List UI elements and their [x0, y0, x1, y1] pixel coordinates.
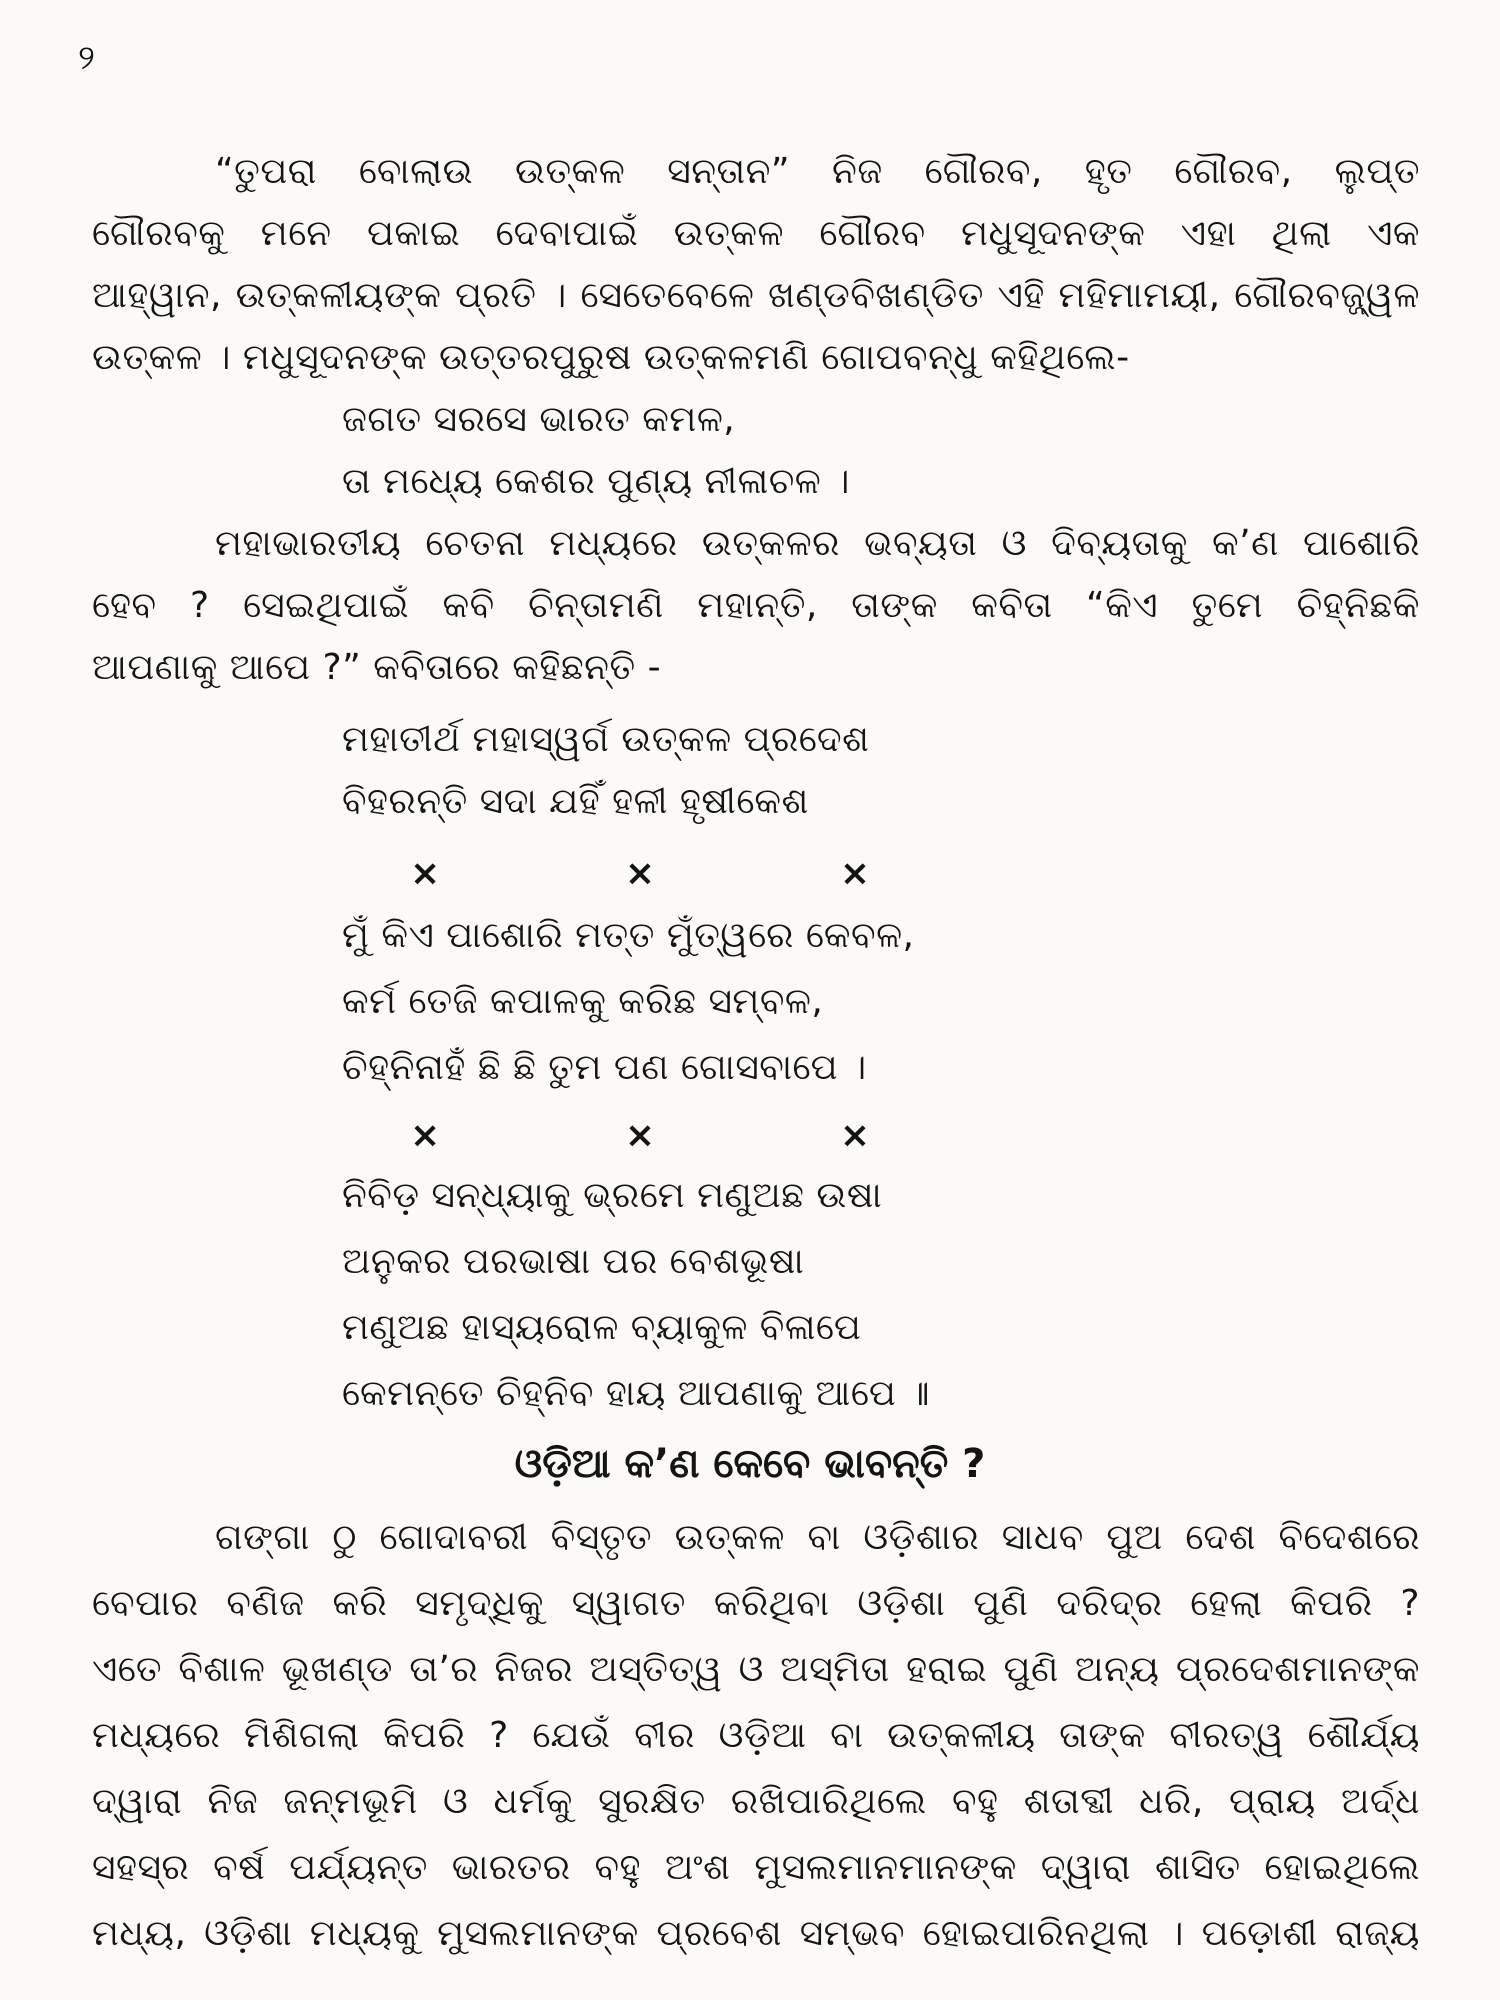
text-line: ଗୌରବକୁ ମନେ ପକାଇ ଦେବାପାଇଁ ଉତ୍କଳ ଗୌରବ ମଧୁସୂଦନଙ୍କ ଏହା ଥିଲା ଏକ: [92, 213, 1420, 254]
verse-line: ଜଗତ ସରସେ ଭାରତ କମଳ,: [342, 399, 736, 440]
text-line: ଏତେ ବିଶାଳ ଭୂଖଣ୍ଡ ତା’ର ନିଜର ଅସ୍ତିତ୍ୱ ଓ ଅସ୍ମିତା ହରାଇ ପୁଣି ଅନ୍ୟ ପ୍ରଦେଶମାନଙ୍କ: [92, 1649, 1420, 1690]
text-line: ହେବ ? ସେଇଥିପାଇଁ କବି ଚିନ୍ତାମଣି ମହାନ୍ତି, ତାଙ୍କ କବିତା “କିଏ ତୁମେ ଚିହ୍ନିଛକି: [92, 585, 1420, 626]
text-line: ସହସ୍ର ବର୍ଷ ପର୍ଯ୍ୟନ୍ତ ଭାରତର ବହୁ ଅଂଶ ମୁସଲମାନମାନଙ୍କ ଦ୍ୱାରା ଶାସିତ ହୋଇଥିଲେ: [92, 1847, 1420, 1888]
verse-line: ଅନୁକର ପରଭାଷା ପର ବେଶଭୂଷା: [342, 1241, 805, 1282]
separator-mark: ×: [410, 853, 441, 894]
text-line: “ତୁପରା ବୋଲାଉ ଉତ୍କଳ ସନ୍ତାନ” ନିଜ ଗୌରବ, ହୃତ ଗୌରବ, ଲୁପ୍ତ: [215, 151, 1420, 192]
separator-mark: ×: [624, 853, 656, 894]
verse-line: ମହାତୀର୍ଥ ମହାସ୍ୱର୍ଗ ଉତ୍କଳ ପ୍ରଦେଶ: [342, 719, 870, 760]
verse-line: ମୁଁ କିଏ ପାଶୋରି ମତ୍ତ ମୁଁତ୍ୱରେ କେବଳ,: [342, 915, 915, 956]
text-line: ଗଙ୍ଗା ଠୁ ଗୋଦାବରୀ ବିସ୍ତୃତ ଉତ୍କଳ ବା ଓଡ଼ିଶାର ସାଧବ ପୁଅ ଦେଶ ବିଦେଶରେ: [215, 1517, 1420, 1558]
separator-mark: ×: [839, 1115, 870, 1156]
verse-line: କେମନ୍ତେ ଚିହ୍ନିବ ହାୟ ଆପଣାକୁ ଆପେ ॥: [342, 1373, 931, 1414]
stanza-separator: [410, 852, 870, 896]
text-line: ବେପାର ବଣିଜ କରି ସମୃଦ୍ଧିକୁ ସ୍ୱାଗତ କରିଥିବା ଓଡ଼ିଶା ପୁଣି ଦରିଦ୍ର ହେଲା କିପରି ?: [92, 1583, 1420, 1624]
text-line: ଆହ୍ୱାନ, ଉତ୍କଳୀୟଙ୍କ ପ୍ରତି । ସେତେବେଳେ ଖଣ୍ଡବିଖଣ୍ଡିତ ଏହି ମହିମାମୟୀ, ଗୌରବଜ୍ଜ୍ୱଳ: [92, 275, 1420, 316]
text-line: ମଧ୍ୟ, ଓଡ଼ିଶା ମଧ୍ୟକୁ ମୁସଲମାନଙ୍କ ପ୍ରବେଶ ସମ୍ଭବ ହୋଇପାରିନଥିଲା । ପଡ଼ୋଶୀ ରାଜ୍ୟ: [92, 1913, 1420, 1954]
separator-mark: ×: [839, 853, 870, 894]
section-heading: ଓଡ଼ିଆ କ’ଣ କେବେ ଭାବନ୍ତି ?: [514, 1441, 986, 1487]
verse-line: ଚିହ୍ନିନାହଁ ଛି ଛି ତୁମ ପଣ ଗୋସବାପେ ।: [342, 1047, 867, 1088]
text-line: ଆପଣାକୁ ଆପେ ?” କବିତାରେ କହିଛନ୍ତି -: [92, 647, 662, 688]
text-line: ମହାଭାରତୀୟ ଚେତନା ମଧ୍ୟରେ ଉତ୍କଳର ଭବ୍ୟତା ଓ ଦିବ୍ୟତାକୁ କ’ଣ ପାଶୋରି: [215, 523, 1420, 564]
separator-mark: ×: [410, 1115, 441, 1156]
verse-line: ନିବିଡ଼ ସନ୍ଧ୍ୟାକୁ ଭ୍ରମେ ମଣୁଅଛ ଉଷା: [342, 1175, 883, 1216]
verse-line: ତା ମଧ୍ୟେ କେଶର ପୁଣ୍ୟ ନୀଳାଚଳ ।: [342, 461, 850, 502]
text-line: ମଧ୍ୟରେ ମିଶିଗଲା କିପରି ? ଯେଉଁ ବୀର ଓଡ଼ିଆ ବା ଉତ୍କଳୀୟ ତାଙ୍କ ବୀରତ୍ୱ ଶୌର୍ଯ୍ୟ: [92, 1715, 1420, 1756]
separator-mark: ×: [624, 1115, 656, 1156]
verse-line: ବିହରନ୍ତି ସଦା ଯହିଁ ହଳୀ ହୃଷୀକେଶ: [342, 781, 809, 822]
stanza-separator: [410, 1114, 870, 1158]
text-line: ଦ୍ୱାରା ନିଜ ଜନ୍ମଭୂମି ଓ ଧର୍ମକୁ ସୁରକ୍ଷିତ ରଖିପାରିଥିଲେ ବହୁ ଶତାବ୍ଦୀ ଧରି, ପ୍ରାୟ ଅର୍ଦ୍ଧ: [92, 1781, 1420, 1822]
page-number: ୨: [78, 38, 95, 78]
text-line: ଉତ୍କଳ । ମଧୁସୂଦନଙ୍କ ଉତ୍ତରପୁରୁଷ ଉତ୍କଳମଣି ଗୋପବନ୍ଧୁ କହିଥିଲେ-: [92, 337, 1130, 378]
verse-line: ମଣୁଅଛ ହାସ୍ୟରୋଳ ବ୍ୟାକୁଳ ବିଳାପେ: [342, 1307, 862, 1348]
verse-line: କର୍ମ ତେଜି କପାଳକୁ କରିଛ ସମ୍ବଳ,: [342, 981, 824, 1022]
